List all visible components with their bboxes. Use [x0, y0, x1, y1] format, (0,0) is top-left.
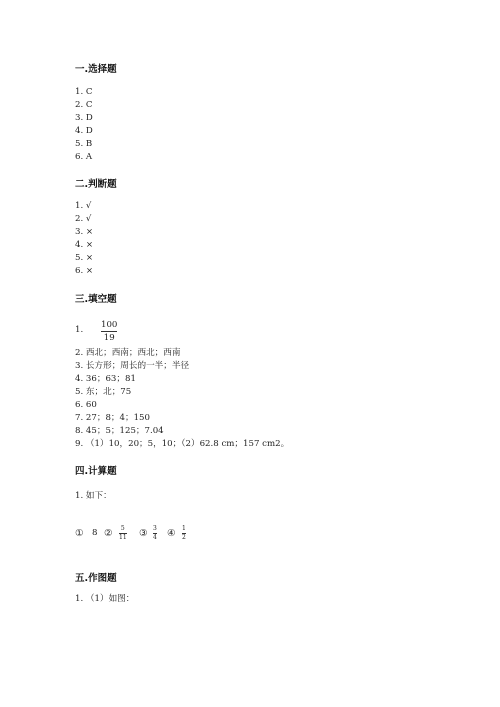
calc-intro: 1. 如下： [75, 491, 112, 501]
judge-answer-1: 1. √ [75, 201, 92, 211]
fraction-numerator: 1 [182, 525, 186, 532]
judge-answer-6: 6. × [75, 266, 94, 276]
fraction-numerator: 100 [101, 320, 118, 330]
choice-answer-5: 5. B [75, 139, 93, 149]
circled-one-marker: ① [75, 528, 84, 539]
fill-answer-8: 8. 45；5；125；7.04 [75, 426, 164, 436]
choice-answer-2: 2. C [75, 100, 93, 110]
judge-answer-4: 4. × [75, 240, 94, 250]
section-heading-fill-blank: 三.填空题 [75, 294, 117, 305]
choice-answer-1: 1. C [75, 87, 93, 97]
circled-two-marker: ② [104, 528, 113, 539]
judge-answer-3: 3. × [75, 227, 94, 237]
fraction-denominator: 19 [103, 333, 115, 343]
circled-three-marker: ③ [139, 528, 148, 539]
fraction-bar [101, 331, 117, 332]
fraction-denominator: 11 [119, 534, 127, 541]
fill-answer-3: 3. 长方形；周长的一半；半径 [75, 361, 190, 371]
fill-answer-6: 6. 60 [75, 400, 97, 410]
fraction-numerator: 5 [120, 525, 125, 532]
calc-answer-3-fraction [153, 525, 157, 541]
section-heading-multiple-choice: 一.选择题 [75, 64, 117, 75]
fill-answer-4: 4. 36；63；81 [75, 374, 136, 384]
fill-answer-1-fraction [101, 320, 117, 343]
section-heading-drawing: 五.作图题 [75, 573, 117, 584]
calc-answer-4-fraction [182, 525, 186, 541]
fill-answer-1-label: 1. [75, 325, 84, 335]
calc-answer-2-fraction [119, 525, 127, 541]
fraction-denominator: 4 [153, 534, 157, 541]
choice-answer-4: 4. D [75, 126, 93, 136]
fraction-denominator: 2 [182, 534, 186, 541]
fraction-numerator: 3 [153, 525, 157, 532]
fill-answer-5: 5. 东；北；75 [75, 387, 132, 397]
calc-answer-1-value: 8 [92, 528, 98, 538]
fill-answer-7: 7. 27；8；4；150 [75, 413, 150, 423]
choice-answer-3: 3. D [75, 113, 93, 123]
judge-answer-2: 2. √ [75, 214, 92, 224]
drawing-intro: 1. （1）如图： [75, 594, 135, 604]
circled-four-marker: ④ [167, 528, 176, 539]
fill-answer-9: 9. （1）10，20；5，10；（2）62.8 cm；157 cm2。 [75, 439, 290, 449]
section-heading-calculation: 四.计算题 [75, 466, 117, 477]
section-heading-true-false: 二.判断题 [75, 179, 117, 190]
fill-answer-2: 2. 西北；西南；西北；西南 [75, 348, 181, 358]
judge-answer-5: 5. × [75, 253, 94, 263]
choice-answer-6: 6. A [75, 152, 93, 162]
